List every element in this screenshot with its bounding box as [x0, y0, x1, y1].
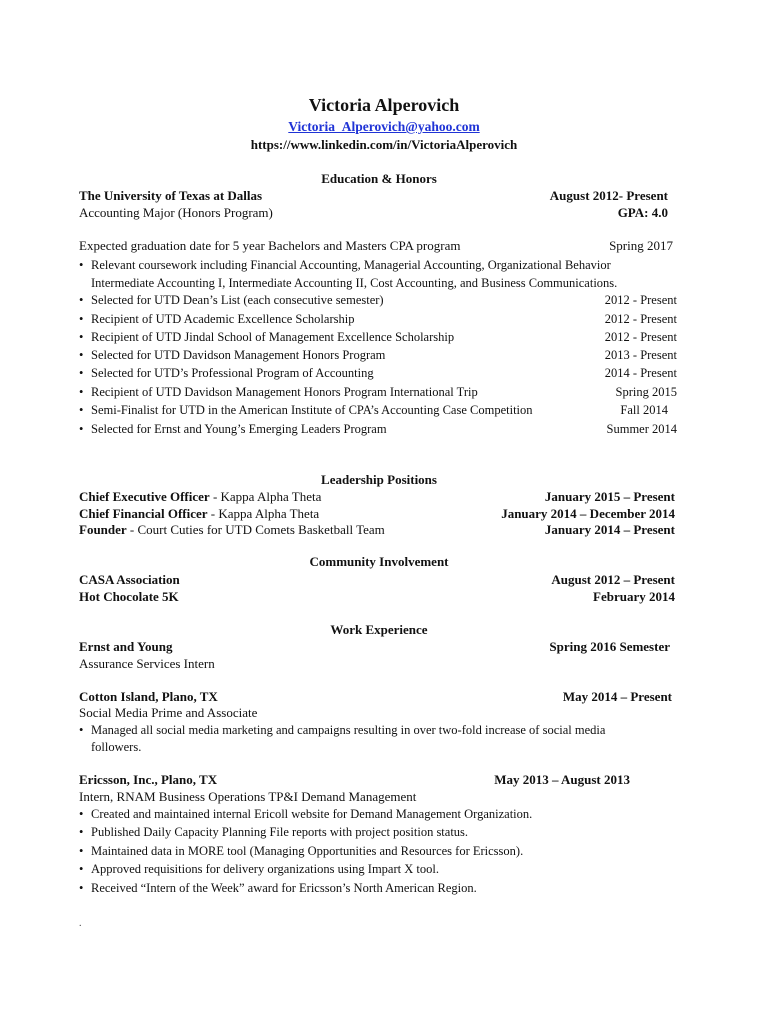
school-date: August 2012- Present — [549, 188, 668, 203]
school-row — [79, 187, 675, 205]
major: Accounting Major (Honors Program) — [79, 205, 273, 220]
community-row — [79, 588, 675, 606]
job-role: Assurance Services Intern — [79, 656, 215, 671]
position-date: January 2015 – Present — [544, 489, 675, 504]
bullet-mark: • — [79, 862, 84, 876]
work-heading: Work Experience — [330, 622, 428, 637]
honor-text: Selected for UTD Davidson Management Honors Program — [91, 348, 386, 362]
expected-date: Spring 2017 — [609, 238, 673, 253]
job-bullet-text: Created and maintained internal Ericoll website for Demand Management Organization. — [91, 807, 533, 821]
position-title: Chief Financial Officer — [79, 506, 208, 521]
honor-item — [79, 364, 677, 382]
major-row — [79, 204, 675, 222]
honor-date: 2012 - Present — [604, 330, 677, 344]
job-header-row — [79, 638, 675, 656]
community-row — [79, 571, 675, 589]
honor-text: Selected for Ernst and Young’s Emerging Leaders Program — [91, 422, 387, 436]
expected-graduation: Expected graduation date for 5 year Bachelors and Masters CPA program — [79, 238, 461, 253]
position-title: Chief Executive Officer — [79, 489, 210, 504]
honor-text: Selected for UTD Dean’s List (each consecutive semester) — [91, 293, 384, 307]
education-heading: Education & Honors — [321, 171, 437, 186]
expected-row — [79, 237, 675, 255]
job-role-row — [79, 655, 675, 673]
job-date: May 2014 – Present — [562, 689, 672, 704]
gpa: GPA: 4.0 — [617, 205, 668, 220]
job-org: Cotton Island, Plano, TX — [79, 689, 218, 704]
job-bullet-text: Approved requisitions for delivery organizations using Impart X tool. — [91, 862, 439, 876]
honor-date: 2012 - Present — [604, 293, 677, 307]
honor-text: Selected for UTD’s Professional Program of Accounting — [91, 366, 374, 380]
job-bullet-text: Received “Intern of the Week” award for Ericsson’s North American Region. — [91, 881, 477, 895]
honor-item — [79, 383, 677, 401]
honor-date: Spring 2015 — [615, 385, 677, 399]
position-date: January 2014 – December 2014 — [501, 506, 675, 521]
bullet-mark: • — [79, 844, 84, 858]
bullet-mark: • — [79, 825, 84, 839]
bullet-mark: • — [79, 422, 84, 436]
job-bullet-text: Maintained data in MORE tool (Managing Opportunities and Resources for Ericsson). — [91, 844, 524, 858]
community-org: CASA Association — [79, 572, 180, 587]
honor-date: 2012 - Present — [604, 312, 677, 326]
job-role: Social Media Prime and Associate — [79, 705, 258, 720]
school-name: The University of Texas at Dallas — [79, 188, 263, 203]
honor-text: Recipient of UTD Davidson Management Honors Program International Trip — [91, 385, 478, 399]
job-bullet — [79, 823, 677, 841]
job-header-row — [79, 771, 675, 789]
community-date: August 2012 – Present — [551, 572, 675, 587]
bullet-mark: • — [79, 403, 84, 417]
job-role: Intern, RNAM Business Operations TP&I Demand Management — [79, 789, 417, 804]
position-org: - Court Cuties for UTD Comets Basketball Team — [126, 522, 385, 537]
honor-date: Summer 2014 — [606, 422, 677, 436]
bullet-mark: • — [79, 293, 84, 307]
job-bullet — [79, 860, 677, 878]
resume-name: Victoria Alperovich — [308, 95, 460, 115]
job-bullet-text: Managed all social media marketing and campaigns resulting in over two-fold increase of social media — [91, 723, 606, 737]
coursework-line-2: Intermediate Accounting I, Intermediate Accounting II, Cost Accounting, and Business Communications. — [91, 276, 618, 290]
leadership-row — [79, 488, 675, 506]
honor-date: 2014 - Present — [604, 366, 677, 380]
position-org: - Kappa Alpha Theta — [207, 506, 320, 521]
bullet-mark: • — [79, 385, 84, 399]
honor-text: Semi-Finalist for UTD in the American Institute of CPA’s Accounting Case Competition — [91, 403, 533, 417]
leadership-heading: Leadership Positions — [321, 472, 437, 487]
honor-item — [79, 346, 677, 364]
honor-text: Recipient of UTD Jindal School of Management Excellence Scholarship — [91, 330, 455, 344]
job-bullet — [79, 805, 677, 823]
position-title: Founder — [79, 522, 127, 537]
honor-item — [79, 401, 677, 419]
community-heading: Community Involvement — [309, 554, 449, 569]
position-org: - Kappa Alpha Theta — [209, 489, 322, 504]
leadership-row — [79, 521, 675, 539]
bullet-mark: • — [79, 330, 84, 344]
job-org: Ernst and Young — [79, 639, 173, 654]
bullet-mark: • — [79, 258, 84, 272]
honor-item — [79, 310, 677, 328]
honor-text: Recipient of UTD Academic Excellence Scholarship — [91, 312, 355, 326]
bullet-mark: • — [79, 807, 84, 821]
linkedin-url: https://www.linkedin.com/in/VictoriaAlperovich — [250, 137, 518, 152]
coursework-bullet — [79, 256, 677, 274]
honor-item — [79, 420, 677, 438]
bullet-mark: • — [79, 366, 84, 380]
honor-item — [79, 328, 677, 346]
community-date: February 2014 — [593, 589, 675, 604]
honor-date: 2013 - Present — [604, 348, 677, 362]
honor-item — [79, 291, 677, 309]
coursework-continuation — [79, 274, 689, 292]
job-bullet-continuation — [79, 738, 689, 756]
community-org: Hot Chocolate 5K — [79, 589, 179, 604]
email-link[interactable]: Victoria_Alperovich@yahoo.com — [288, 119, 480, 134]
job-role-row — [79, 788, 675, 806]
job-bullet — [79, 879, 677, 897]
bullet-mark: • — [79, 312, 84, 326]
job-bullet-text: followers. — [91, 740, 142, 754]
job-date: May 2013 – August 2013 — [494, 772, 630, 787]
position-date: January 2014 – Present — [544, 522, 675, 537]
coursework-line-1: Relevant coursework including Financial Accounting, Managerial Accounting, Organizational Behavior — [91, 258, 611, 272]
job-bullet — [79, 842, 677, 860]
job-role-row — [79, 704, 675, 722]
bullet-mark: • — [79, 723, 84, 737]
bullet-mark: • — [79, 348, 84, 362]
job-date: Spring 2016 Semester — [549, 639, 670, 654]
trailing-mark: . — [79, 918, 82, 929]
bullet-mark: • — [79, 881, 84, 895]
job-org: Ericsson, Inc., Plano, TX — [79, 772, 218, 787]
honor-date: Fall 2014 — [620, 403, 668, 417]
job-bullet — [79, 721, 677, 739]
job-bullet-text: Published Daily Capacity Planning File reports with project position status. — [91, 825, 469, 839]
